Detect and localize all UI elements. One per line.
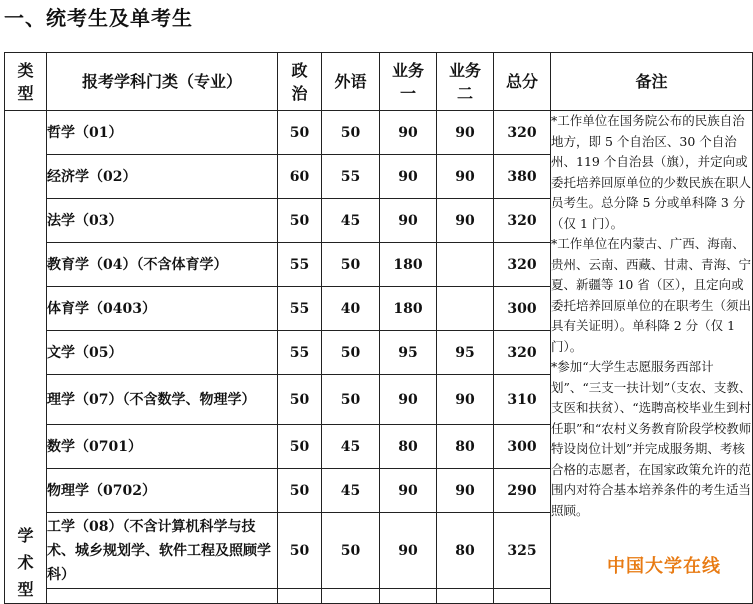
- major1-cell: 95: [380, 331, 437, 375]
- politics-cell: 55: [278, 243, 322, 287]
- foreign-cell: 50: [322, 331, 380, 375]
- table-row: [5, 111, 753, 155]
- header-row: [5, 53, 753, 111]
- major1-cell: 90: [380, 199, 437, 243]
- politics-cell: 50: [278, 425, 322, 469]
- major2-cell: 90: [437, 155, 494, 199]
- col-header-politics: 政 治: [278, 53, 322, 111]
- foreign-cell: 50: [322, 375, 380, 425]
- major2-cell: 90: [437, 469, 494, 513]
- politics-cell: 60: [278, 155, 322, 199]
- subject-cell: 数学（0701）: [47, 425, 278, 469]
- foreign-cell: 55: [322, 155, 380, 199]
- politics-cell: 55: [278, 287, 322, 331]
- subject-cell: 经济学（02）: [47, 155, 278, 199]
- col-header-major2: 业务 二: [437, 53, 494, 111]
- note-paragraph: *工作单位在国务院公布的民族自治地方，即 5 个自治区、30 个自治州、119 个自治县（旗），并定向或委托培养回原单位的少数民族在职人员考生。总分降 5 分或单科降 3 分（仅 1 门）。: [551, 113, 752, 231]
- total-cell: 320: [494, 199, 551, 243]
- major2-cell: 90: [437, 111, 494, 155]
- type-label: 学 术 型: [5, 111, 47, 604]
- total-cell: 380: [494, 155, 551, 199]
- col-header-major1: 业务 一: [380, 53, 437, 111]
- col-header-foreign: 外语: [322, 53, 380, 111]
- total-cell: 320: [494, 111, 551, 155]
- total-cell: 310: [494, 375, 551, 425]
- notes-cell: [551, 111, 753, 604]
- foreign-cell: 45: [322, 469, 380, 513]
- major1-cell: 90: [380, 111, 437, 155]
- foreign-cell: 45: [322, 199, 380, 243]
- major1-cell: 80: [380, 425, 437, 469]
- total-cell: 290: [494, 469, 551, 513]
- total-cell: 300: [494, 287, 551, 331]
- subject-cell: 教育学（04）（不含体育学）: [47, 243, 278, 287]
- subject-cell: 哲学（01）: [47, 111, 278, 155]
- foreign-cell: 50: [322, 513, 380, 589]
- major1-cell: 90: [380, 375, 437, 425]
- subject-cell: 体育学（0403）: [47, 287, 278, 331]
- foreign-cell: 45: [322, 425, 380, 469]
- section-heading: 一、统考生及单考生: [4, 6, 193, 30]
- subject-cell: 文学（05）: [47, 331, 278, 375]
- foreign-cell: 40: [322, 287, 380, 331]
- politics-cell: 50: [278, 199, 322, 243]
- politics-cell: 50: [278, 513, 322, 589]
- subject-cell: 理学（07）（不含数学、物理学）: [47, 375, 278, 425]
- subject-cell: 工学（08）（不含计算机科学与技术、城乡规划学、软件工程及照顾学科）: [47, 513, 278, 589]
- total-cell: 325: [494, 513, 551, 589]
- total-cell: 320: [494, 243, 551, 287]
- subject-cell: 物理学（0702）: [47, 469, 278, 513]
- major2-cell: 80: [437, 513, 494, 589]
- major1-cell: 90: [380, 469, 437, 513]
- note-paragraph: *参加“大学生志愿服务西部计划”、“三支一扶计划”（支农、支教、支医和扶贫）、“选聘高校毕业生到村任职”和“农村义务教育阶段学校教师特设岗位计划”并完成服务期、考核合格的志愿者，在国家政策允许的范围内对符合基本培养条件的考生适当照顾。: [551, 359, 752, 518]
- politics-cell: 50: [278, 111, 322, 155]
- major2-cell: [437, 243, 494, 287]
- note-paragraph: *工作单位在内蒙古、广西、海南、贵州、云南、西藏、甘肃、青海、宁夏、新疆等 10 省（区），且定向或委托培养回原单位的在职考生（须出具有关证明）。单科降 2 分（仅 1 门）。: [551, 236, 752, 354]
- watermark-logo: 中国大学在线: [607, 556, 721, 577]
- major2-cell: 80: [437, 425, 494, 469]
- politics-cell: 55: [278, 331, 322, 375]
- col-header-notes: 备注: [551, 53, 753, 111]
- col-header-type: 类 型: [5, 53, 47, 111]
- major2-cell: [437, 287, 494, 331]
- major2-cell: 95: [437, 331, 494, 375]
- total-cell: 320: [494, 331, 551, 375]
- major2-cell: 90: [437, 199, 494, 243]
- politics-cell: 50: [278, 469, 322, 513]
- col-header-total: 总分: [494, 53, 551, 111]
- foreign-cell: 50: [322, 243, 380, 287]
- major1-cell: 180: [380, 287, 437, 331]
- foreign-cell: 50: [322, 111, 380, 155]
- major1-cell: 90: [380, 155, 437, 199]
- subject-cell: 法学（03）: [47, 199, 278, 243]
- major1-cell: 180: [380, 243, 437, 287]
- politics-cell: 50: [278, 375, 322, 425]
- total-cell: 300: [494, 425, 551, 469]
- score-table: [4, 52, 753, 604]
- major2-cell: 90: [437, 375, 494, 425]
- major1-cell: 90: [380, 513, 437, 589]
- col-header-subject: 报考学科门类（专业）: [47, 53, 278, 111]
